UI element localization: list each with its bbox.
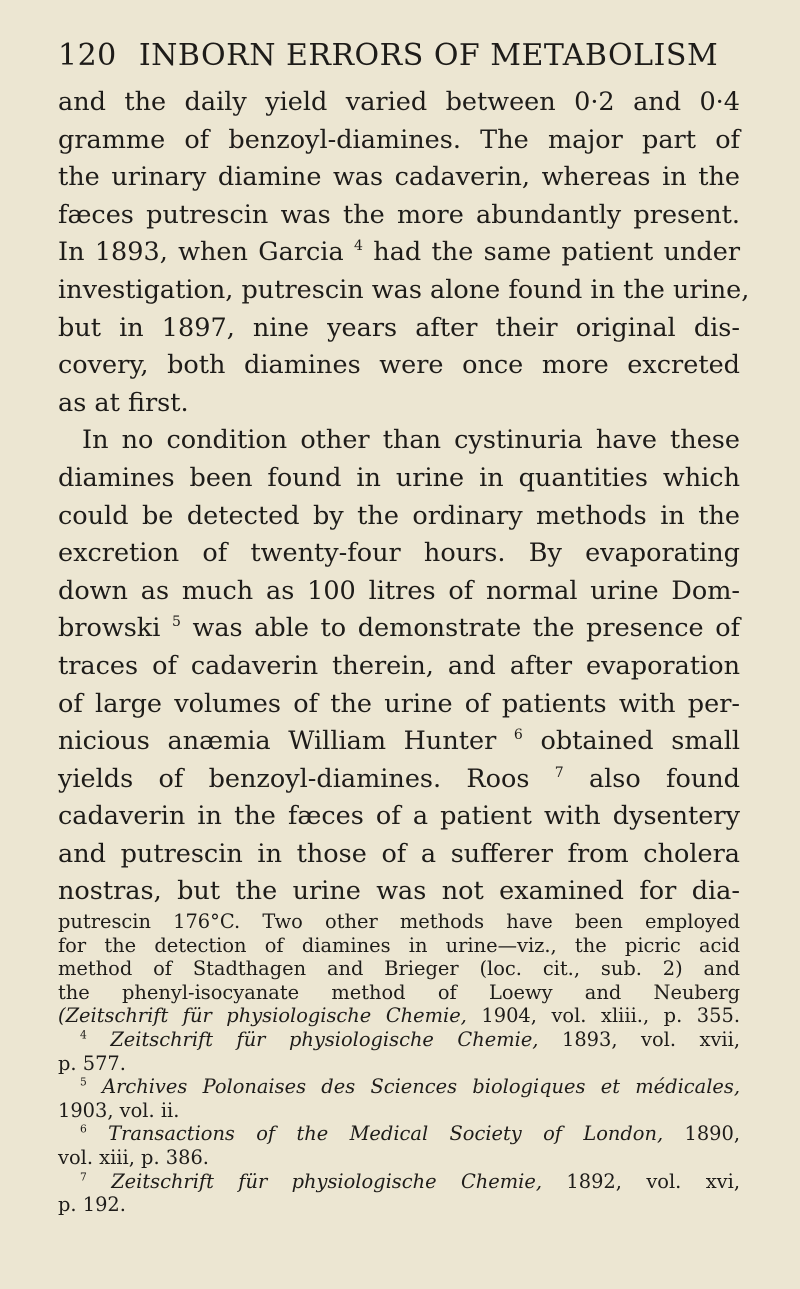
body-line: could be detected by the ordinary methods in the <box>58 500 740 531</box>
footnote-line: the phenyl-isocyanate method of Loewy and Neuberg <box>58 980 740 1004</box>
body-line-part: yields of benzoyl-diamines. Roos <box>58 763 530 794</box>
body-line-part: In 1893, when Garcia <box>58 237 344 268</box>
footnote-line: method of Stadthagen and Brieger (loc. cit., sub. 2) and <box>58 957 740 981</box>
footnote-mark: 6 <box>80 1122 87 1136</box>
body-line: but in 1897, nine years after their original dis- <box>58 312 740 343</box>
body-line: nostras, but the urine was not examined for dia- <box>58 876 740 907</box>
body-line: excretion of twenty-four hours. By evaporating <box>58 538 740 569</box>
citation-detail: 1904, vol. xliii., p. 355. <box>481 1004 740 1028</box>
body-line <box>58 761 740 799</box>
citation-detail: 1893, vol. xvii, <box>562 1027 740 1051</box>
footnote-mark: 7 <box>80 1170 87 1184</box>
footnote-4 <box>58 1028 740 1052</box>
footnote-line: putrescin 176°C. Two other methods have been employed <box>58 910 740 933</box>
footnote-line: p. 577. <box>58 1051 126 1075</box>
journal-title: Zeitschrift für physiologische Chemie, <box>110 1027 539 1051</box>
body-line: fæces putrescin was the more abundantly present. <box>58 199 740 230</box>
body-line: covery, both diamines were once more excreted <box>58 350 740 381</box>
body-line: cadaverin in the fæces of a patient with dysentery <box>58 801 740 832</box>
footnote-mark: 5 <box>80 1075 87 1089</box>
journal-title: Zeitschrift für physiologische Chemie, <box>111 1169 542 1193</box>
body-line-part: had the same patient under <box>373 237 741 268</box>
journal-title: (Zeitschrift für physiologische Chemie, <box>58 1004 467 1028</box>
body-line: of large volumes of the urine of patients with per- <box>58 688 740 719</box>
body-line: gramme of benzoyl-diamines. The major part of <box>58 124 740 155</box>
page-number: 120 <box>58 38 117 73</box>
footnote-5 <box>58 1075 740 1099</box>
footnote-line: for the detection of diamines in urine—viz., the picric acid <box>58 933 740 957</box>
citation-detail: 1890, <box>684 1122 740 1146</box>
footnote-ref: 7 <box>554 764 564 781</box>
footnote-6 <box>58 1122 740 1146</box>
body-line: and the daily yield varied between 0·2 and 0·4 <box>58 87 740 117</box>
footnote-mark: 4 <box>80 1028 87 1042</box>
footnotes <box>58 910 740 1217</box>
body-line <box>58 610 740 648</box>
body-line <box>58 234 740 272</box>
footnote-line: 1903, vol. ii. <box>58 1098 180 1122</box>
journal-title: Transactions of the Medical Society of London, <box>108 1122 664 1146</box>
body-line-part: also found <box>588 763 740 794</box>
body-line: In no condition other than cystinuria have these <box>82 425 740 456</box>
footnote-line: vol. xiii, p. 386. <box>58 1145 209 1169</box>
footnote-line <box>58 1004 740 1028</box>
journal-title: Archives Polonaises des Sciences biologiques et médicales, <box>102 1075 740 1099</box>
body-line: diamines been found in urine in quantities which <box>58 462 740 493</box>
body-line-part: obtained small <box>540 726 741 757</box>
body-line-part: browski <box>58 613 161 644</box>
body-line: and putrescin in those of a sufferer from cholera <box>58 838 740 869</box>
body-line: investigation, putrescin was alone found in the urine, <box>58 274 750 305</box>
body-line-part: nicious anæmia William Hunter <box>58 726 497 757</box>
footnote-ref: 5 <box>171 614 181 631</box>
footnote-ref: 4 <box>354 238 363 255</box>
body-line: as at first. <box>58 387 189 418</box>
footnote-line: p. 192. <box>58 1193 126 1217</box>
body-line: the urinary diamine was cadaverin, whereas in the <box>58 162 740 193</box>
footnote-7 <box>58 1170 740 1194</box>
running-header <box>58 38 719 73</box>
footnote-ref: 6 <box>513 727 523 744</box>
body-line-part: was able to demonstrate the presence of <box>192 613 741 644</box>
running-title: INBORN ERRORS OF METABOLISM <box>138 38 719 73</box>
body-line <box>58 723 740 761</box>
body-line: down as much as 100 litres of normal urine Dom- <box>58 575 740 606</box>
citation-detail: 1892, vol. xvi, <box>566 1169 740 1193</box>
body-line: traces of cadaverin therein, and after evaporation <box>58 650 740 681</box>
body-paragraphs <box>58 84 750 911</box>
